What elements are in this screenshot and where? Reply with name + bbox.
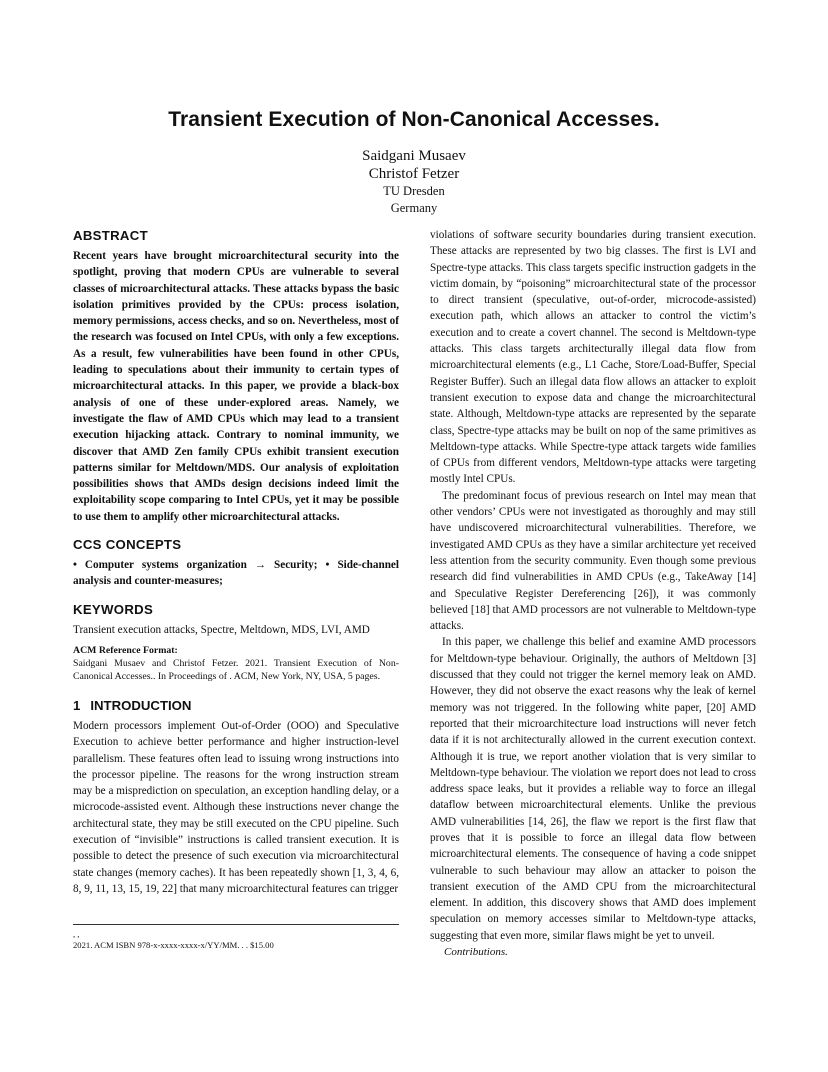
section-title: INTRODUCTION (90, 697, 192, 713)
intro-paragraph-continued: violations of software security boundaries during transient execution. These attacks are represented by two big classes. The first is LVI and Spectre-type attacks. This class targets specific instruction gadgets in the victim domain, by “poisoning” microarchitectural state of the processor to direct transient (speculative, out-of-order, microcode-assisted) execution path, which allows an attacker to control the victim’s execution and to create a covert channel. The second is Meltdown-type attacks. This class targets architecturally illegal data flow from microarchitectural elements (e.g., L1 Cache, Store/Load-Buffer, Special Register Buffer). Such an illegal data flow allows an attacker to exploit transient execution to expose data and change the microarchitectural state. Although, Meltdown-type attacks are represented by the separate class, Spectre-type attacks may be built on nop of the same primitives as Meltdown-type attacks. While Spectre-type attack targets wide families of CPUs from different vendors, Meltdown-type attacks were targeting mostly Intel CPUs. (430, 229, 756, 486)
footnote-text: 2021. ACM ISBN 978-x-xxxx-xxxx-x/YY/MM. . . $15.00 (73, 940, 274, 950)
paper-title: Transient Execution of Non-Canonical Accesses. (168, 108, 660, 131)
contributions-heading: Contributions. (444, 946, 508, 958)
author-block (0, 147, 828, 217)
ccs-text: • Computer systems organization → Security; • Side-channel analysis and counter-measures; (73, 559, 399, 588)
left-column (73, 227, 399, 897)
intro-paragraph: In this paper, we challenge this belief and examine AMD processors for Meltdown-type behaviour. Originally, the authors of Meltdown [3] discussed that they could not trigger the kernel memory leak on AMD. However, they did not observe the exact reasons why the leak of kernel memory was not triggered. In the following white paper, [20] AMD reported that their microarchitecture load instructions will never fetch data if it is not architecturally allowed in the current execution context. Although it is true, we report another violation that is very similar to Meltdown-type behaviour. The violation we report does not lead to cross address space leaks, but it provides a reliable way to force an illegal dataflow between microarchitectural elements. Unlike the previous AMD vulnerabilities [14, 26], the flaw we report is the first flaw that proves that it is possible to force an illegal data flow between microarchitectural elements. The consequence of having a code snippet vulnerable to such behaviour may allow an attacker to poison the transient execution of the AMD CPU from the microarchitectural element. In addition, this discovery shows that AMD does implement speculation on memory accesses similar to Meltdown-type attacks, suggesting that even more, similar flaws might be yet to unveil. (430, 636, 756, 942)
intro-paragraph: Modern processors implement Out-of-Order (OOO) and Speculative Execution to achieve better performance and higher instruction-level parallelism. These features often lead to issuing wrong instructions into the processor pipeline. The reasons for the wrong instruction stream may be a misprediction on speculation, an exception handling delay, or a microcode-assisted event. Although these instructions never change the architectural state, they may be still executed on the CPU pipeline. Such execution of “invisible” instructions is called transient execution. It is possible to detect the presence of such execution via microarchitectural state changes (memory caches). It has been repeatedly shown [1, 3, 4, 6, 8, 9, 11, 13, 15, 19, 22] that many microarchitectural features can trigger (73, 719, 399, 895)
affiliation-country: Germany (390, 201, 438, 215)
affiliation-institution: TU Dresden (383, 184, 445, 198)
author-name: Saidgani Musaev (362, 148, 466, 164)
reference-format-label: ACM Reference Format: (73, 644, 178, 656)
keywords-text: Transient execution attacks, Spectre, Meltdown, MDS, LVI, AMD (73, 623, 370, 636)
intro-heading (73, 697, 399, 714)
reference-format-text: Saidgani Musaev and Christof Fetzer. 2021. Transient Execution of Non-Canonical Accesses.. In Proceedings of . ACM, New York, NY, USA, 5 pages. (73, 657, 399, 682)
abstract-heading: ABSTRACT (73, 228, 148, 243)
section-number: 1 (73, 697, 81, 713)
intro-paragraph: The predominant focus of previous research on Intel may mean that other vendors’ CPUs were not investigated as thoroughly and may still have undiscovered microarchitectural vulnerabilities. Therefore, we investigated AMD CPUs as they have a similar architecture yet received less attention from the security community. Even though some previous research did find vulnerabilities in AMD CPUs (e.g., TakeAway [14] and Speculative Register Dereferencing [26]), it was commonly believed [18] that AMD processors are not vulnerable to Meltdown-type attacks. (430, 489, 756, 633)
author-name: Christof Fetzer (368, 166, 460, 182)
footnote (73, 924, 399, 951)
right-column (430, 227, 756, 944)
ccs-heading: CCS CONCEPTS (73, 537, 182, 553)
abstract-text: Recent years have brought microarchitectural security into the spotlight, proving that modern CPUs are vulnerable to several classes of microarchitectural attacks. These attacks bypass the basic isolation primitives provided by the CPUs: process isolation, memory permissions, access checks, and so on. Nevertheless, most of the research was focused on Intel CPUs, with only a few exceptions. As a result, few vulnerabilities have been found in other CPUs, leading to speculations about their immunity to certain types of microarchitectural attacks. In this paper, we provide a black-box analysis of one of these under-explored areas. Namely, we investigate the flaw of AMD CPUs which may lead to a transient execution hijacking attack. Contrary to nominal immunity, we discover that AMD Zen family CPUs exhibit transient execution patterns similar for Meltdown/MDS. Our analysis of exploitation possibilities shows that AMDs design decisions indeed limit the exploitability scope comparing to Intel CPUs, yet it may be possible to use them to amplify other microarchitectural attacks. (73, 250, 399, 523)
footnote-marks: , , (73, 929, 80, 939)
keywords-heading: KEYWORDS (73, 601, 154, 617)
